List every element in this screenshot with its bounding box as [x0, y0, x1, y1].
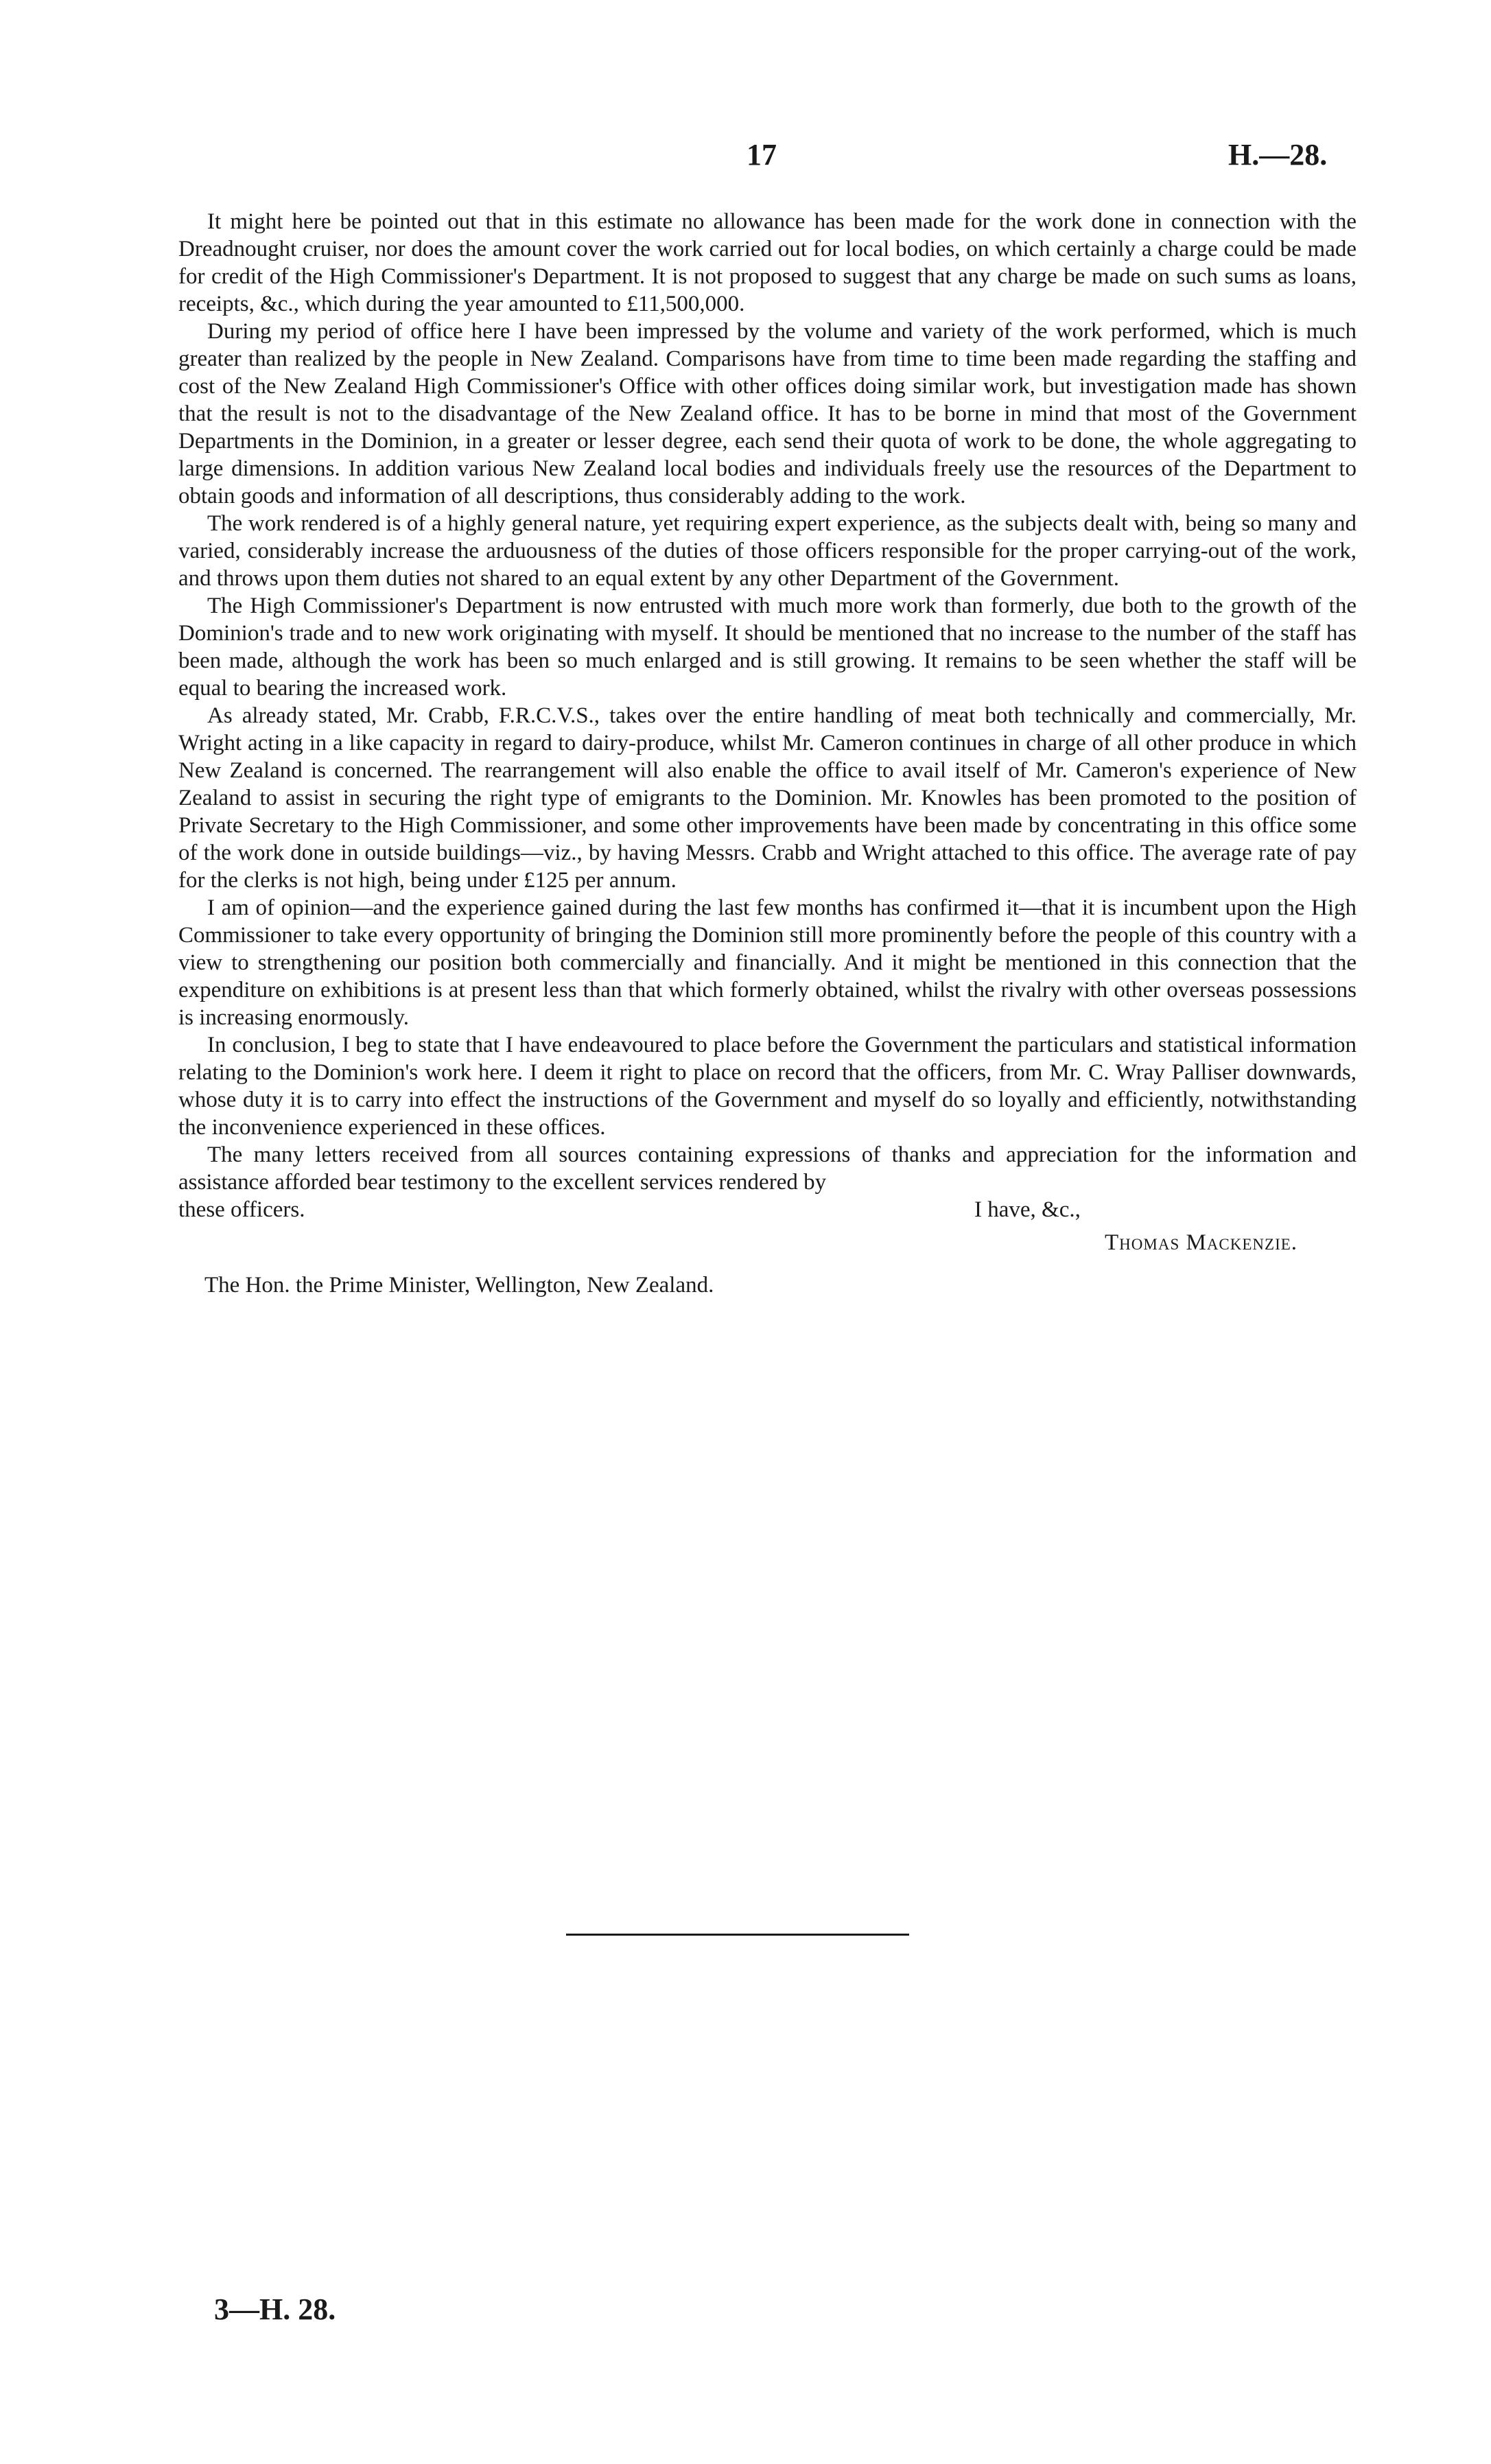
paragraph-estimate-allowance: It might here be pointed out that in this estimate no allowance has been made for the work done in connection with the Dreadnought cruiser, nor does the amount cover the work carried out for local bodies, on which certainly a charge could be made for credit of the High Commissioner's Department. It is not proposed to suggest that any charge be made on such sums as loans, receipts, &c., which during the year amounted to £11,500,000. [178, 209, 1357, 316]
addressee: The Hon. the Prime Minister, Wellington, New Zealand. [204, 1273, 714, 1298]
page-header-paper-reference: H.—28. [1228, 138, 1328, 172]
paragraph-opinion-exhibitions: I am of opinion—and the experience gained during the last few months has confirmed it—that it is incumbent upon the High Commissioner to take every opportunity of bringing the Dominion still more prominently before the people of this country with a view to strengthening our position both commercially and financially. And it might be mentioned in this connection that the expenditure on exhibitions is at present less than that which formerly obtained, whilst the rivalry with other overseas possessions is increasing enormously. [178, 895, 1357, 1030]
closing-row [178, 1196, 1357, 1223]
paragraph-letters-of-thanks: The many letters received from all sources containing expressions of thanks and appreciation for the information and assistance afforded bear testimony to the excellent services rendered by [178, 1142, 1357, 1195]
paragraph-letters-of-thanks-end: these officers. [178, 1197, 305, 1222]
section-divider [566, 1934, 909, 1936]
paragraph-department-workload: The High Commissioner's Department is now entrusted with much more work than formerly, due both to the growth of the Dominion's trade and to new work originating with myself. It should be mentioned that no increase to the number of the staff has been made, although the work has been so much enlarged and is still growing. It remains to be seen whether the staff will be equal to bearing the increased work. [178, 594, 1357, 701]
paragraph-conclusion: In conclusion, I beg to state that I have endeavoured to place before the Government the particulars and statistical information relating to the Dominion's work here. I deem it right to place on record that the officers, from Mr. C. Wray Palliser downwards, whose duty it is to carry into effect the instructions of the Government and myself do so loyally and efficiently, notwithstanding the inconvenience experienced in these offices. [178, 1033, 1357, 1140]
page-number: 17 [747, 138, 777, 172]
complimentary-close: I have, &c., [974, 1197, 1081, 1222]
paragraph-staff-arrangements: As already stated, Mr. Crabb, F.R.C.V.S., takes over the entire handling of meat both technically and commercially, Mr. Wright acting in a like capacity in regard to dairy-produce, whilst Mr. Cameron continues in charge of all other produce in which New Zealand is concerned. The rearrangement will also enable the office to avail itself of Mr. Cameron's experience of New Zealand to assist in securing the right type of emigrants to the Dominion. Mr. Knowles has been promoted to the position of Private Secretary to the High Commissioner, and some other improvements have been made by concentrating in this office some of the work done in outside buildings—viz., by having Messrs. Crabb and Wright attached to this office. The average rate of pay for the clerks is not high, being under £125 per annum. [178, 703, 1357, 893]
paragraph-volume-of-work: During my period of office here I have been impressed by the volume and variety of the work performed, which is much greater than realized by the people in New Zealand. Comparisons have from time to time been made regarding the staffing and cost of the New Zealand High Commissioner's Office with other offices doing similar work, but investigation made has shown that the result is not to the disadvantage of the New Zealand office. It has to be borne in mind that most of the Government Departments in the Dominion, in a greater or lesser degree, each send their quota of work to be done, the whole aggregating to large dimensions. In addition various New Zealand local bodies and individuals freely use the resources of the Department to obtain goods and information of all descriptions, thus considerably adding to the work. [178, 319, 1357, 508]
footer-paper-reference: 3—H. 28. [214, 2292, 336, 2326]
signature: Thomas Mackenzie. [1105, 1230, 1298, 1255]
paragraph-nature-of-work: The work rendered is of a highly general nature, yet requiring expert experience, as the subjects dealt with, being so many and varied, considerably increase the arduousness of the duties of those officers responsible for the proper carrying-out of the work, and throws upon them duties not shared to an equal extent by any other Department of the Government. [178, 511, 1357, 591]
letter-body [178, 208, 1357, 1299]
